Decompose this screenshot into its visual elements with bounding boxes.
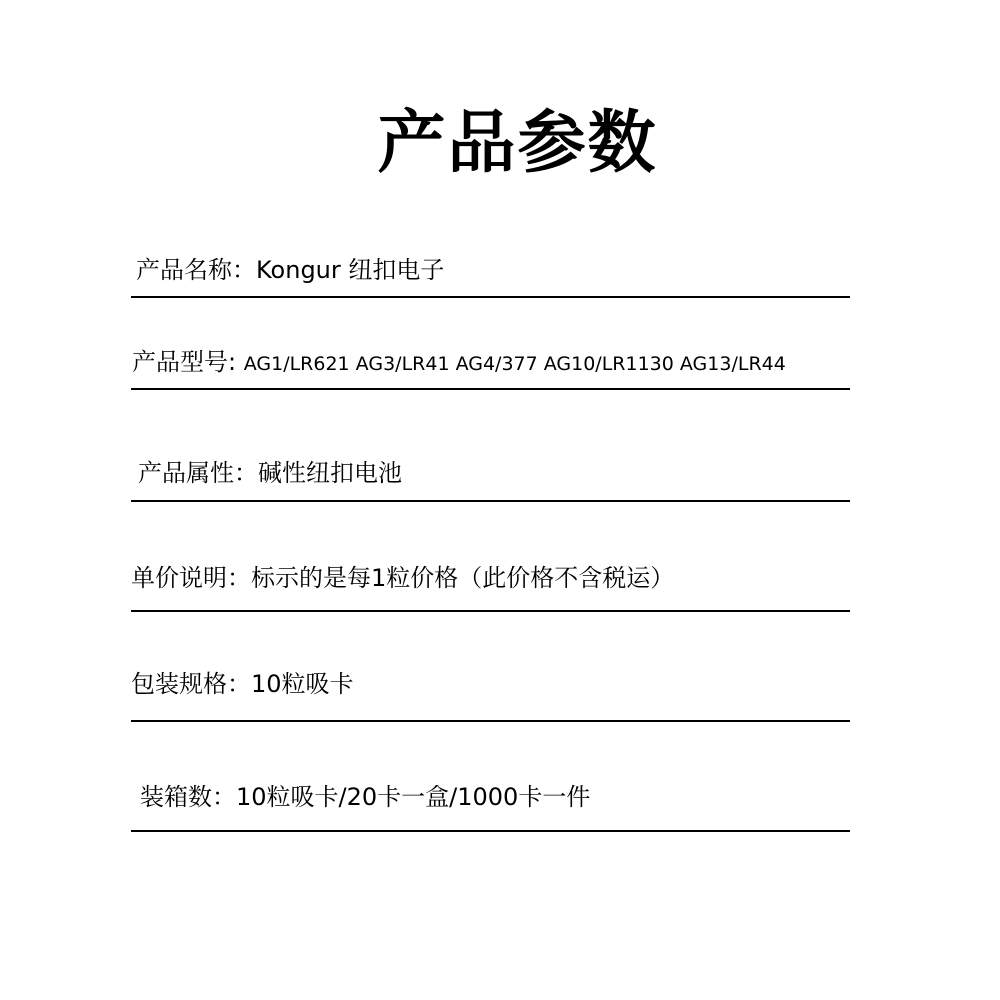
spec-value: AG1/LR621 AG3/LR41 AG4/377 AG10/LR1130 AG13/LR44 <box>243 353 786 375</box>
spec-row-attribute <box>0 453 1000 493</box>
divider <box>131 720 850 722</box>
spec-value: 碱性纽扣电池 <box>258 459 402 487</box>
spec-value: 10粒吸卡/20卡一盒/1000卡一件 <box>236 783 591 811</box>
spec-label: 产品型号: <box>132 348 244 376</box>
divider <box>131 500 850 502</box>
spec-row-model <box>0 342 1000 382</box>
spec-row-packaging <box>0 664 1000 704</box>
divider <box>131 830 850 832</box>
page-title: 产品参数 <box>377 104 658 183</box>
spec-label: 包装规格： <box>131 670 251 698</box>
spec-row-price-note <box>0 558 1000 598</box>
spec-label: 装箱数： <box>140 783 236 811</box>
spec-label: 产品属性： <box>138 459 258 487</box>
spec-label: 产品名称： <box>136 256 256 284</box>
spec-value: 标示的是每1粒价格（此价格不含税运） <box>251 564 675 592</box>
spec-row-product-name <box>0 250 1000 290</box>
spec-value: 10粒吸卡 <box>251 670 354 698</box>
divider <box>131 610 850 612</box>
spec-row-carton-qty <box>0 777 1000 817</box>
spec-value: Kongur 纽扣电子 <box>256 256 445 284</box>
divider <box>131 388 850 390</box>
spec-label: 单价说明： <box>131 564 251 592</box>
divider <box>131 296 850 298</box>
